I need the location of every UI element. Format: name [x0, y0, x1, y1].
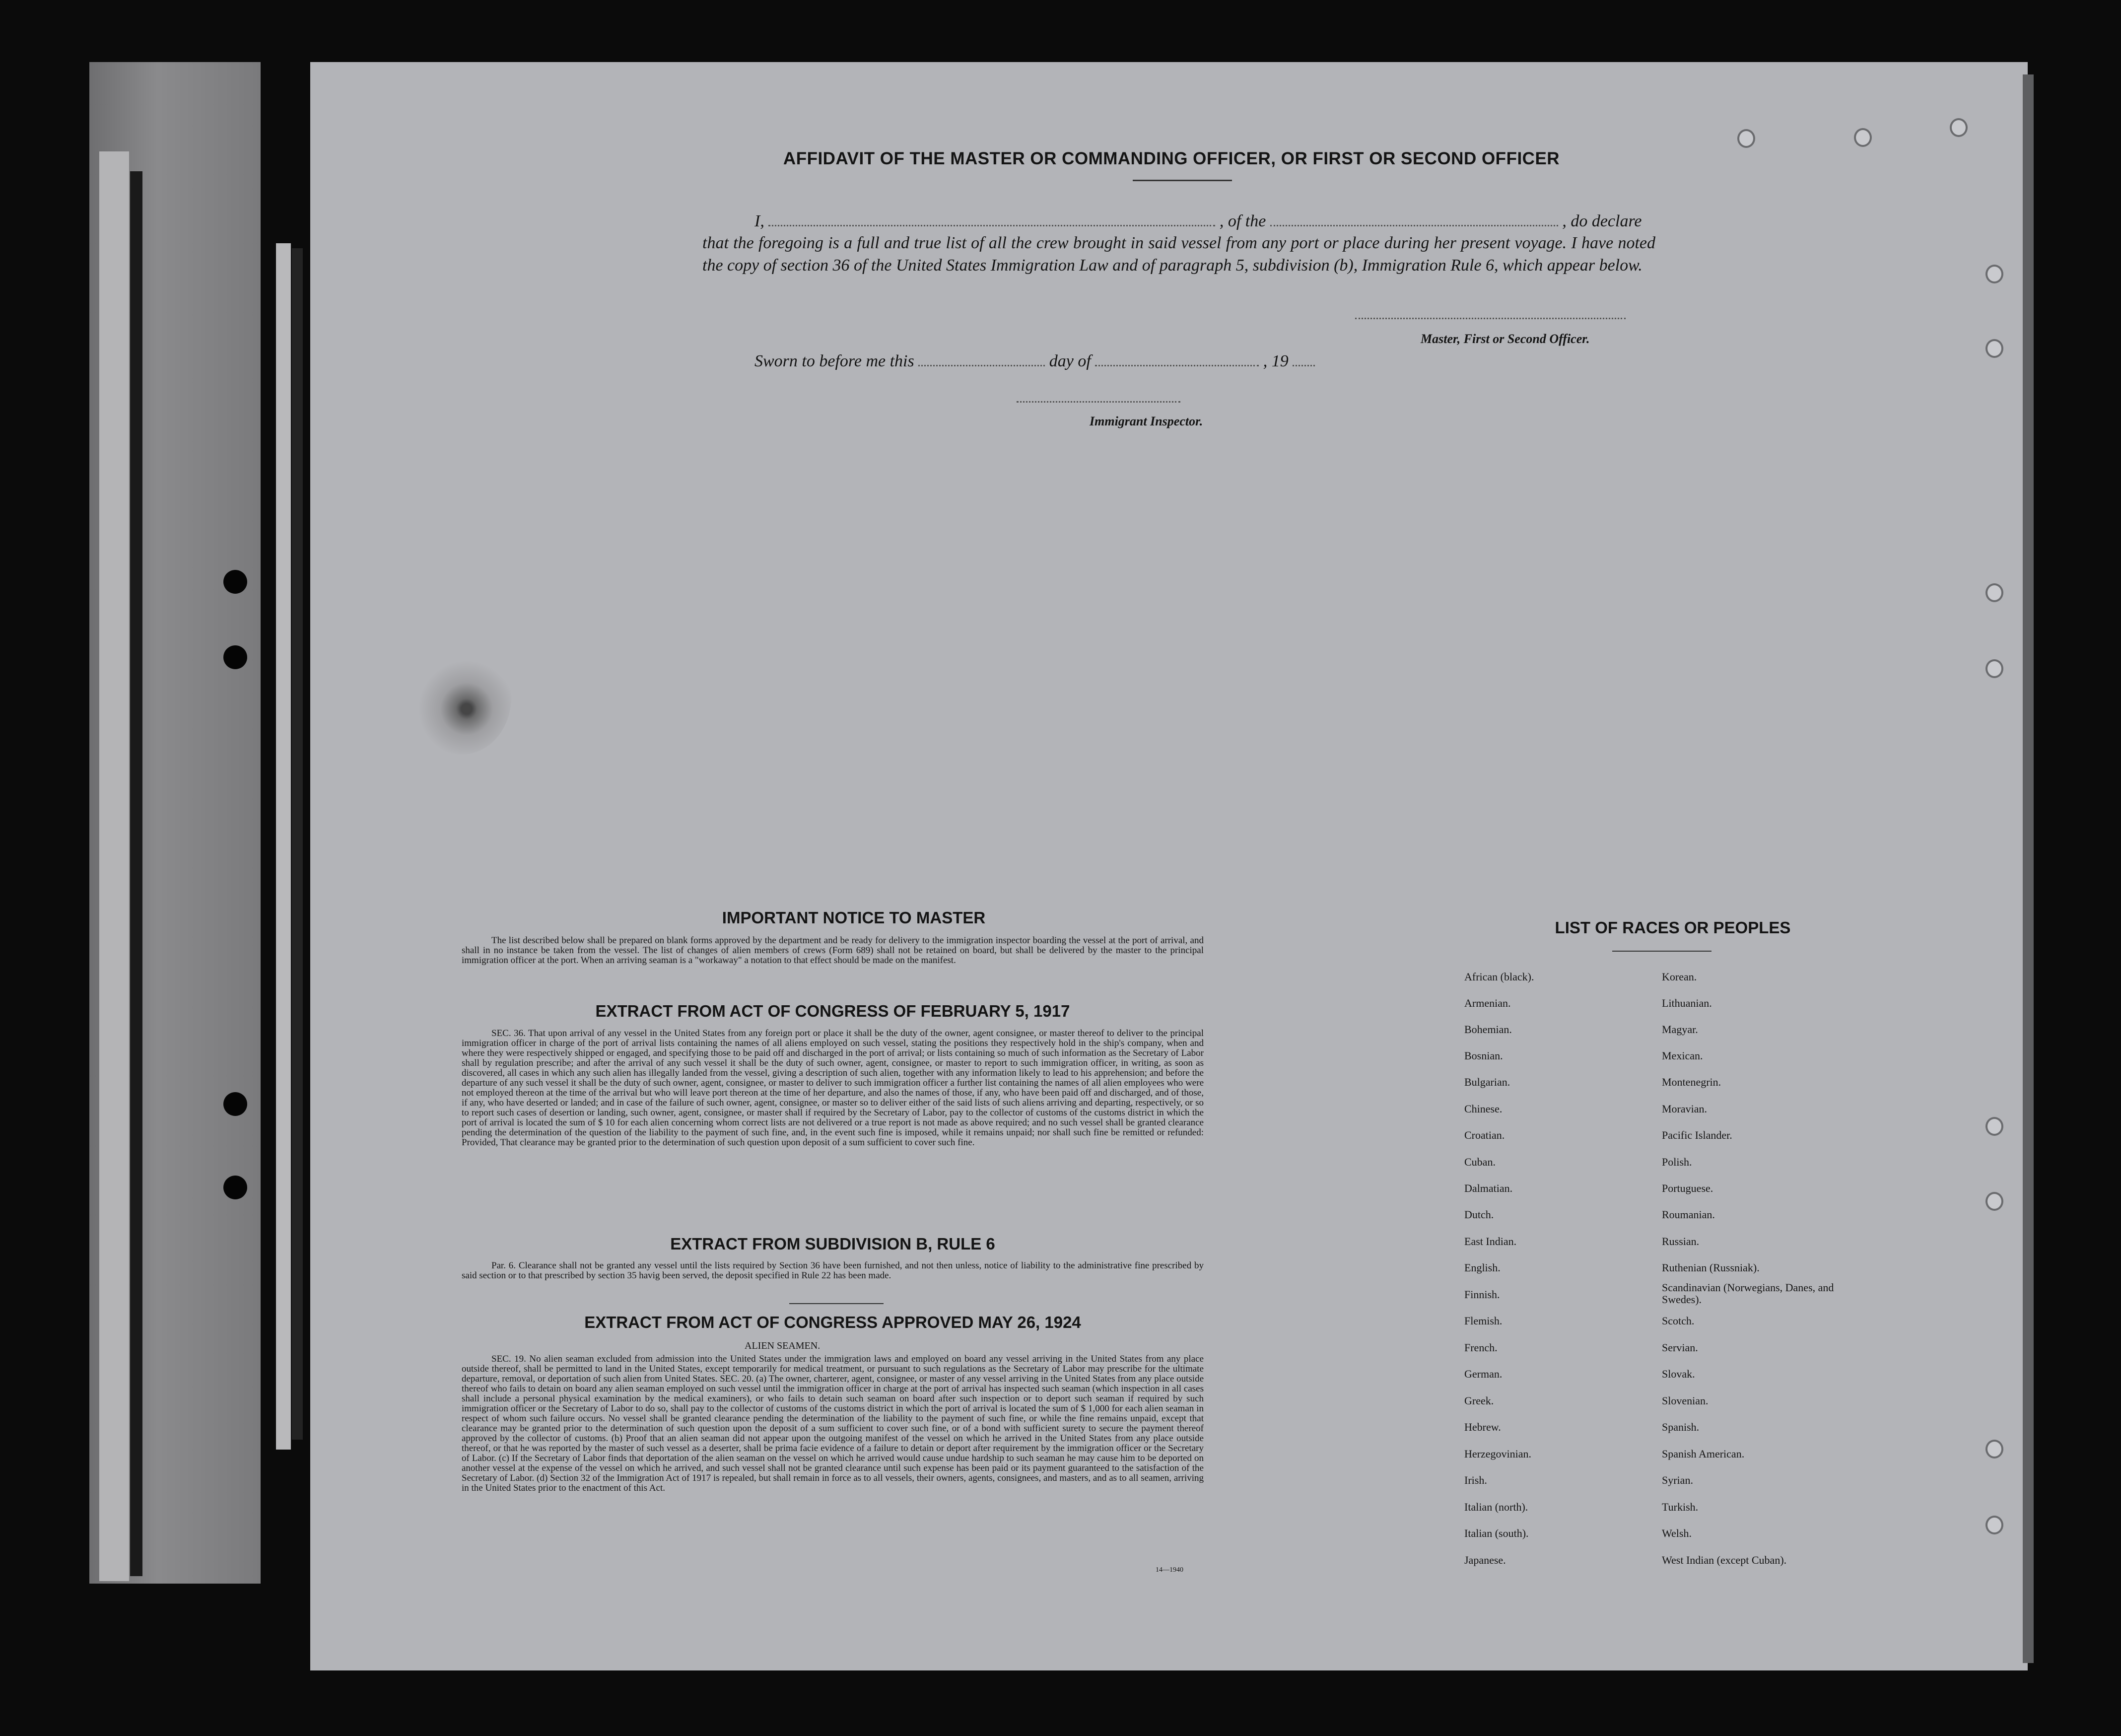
race-item: Bosnian.: [1464, 1049, 1503, 1062]
sworn-year-field[interactable]: [1293, 365, 1315, 366]
binding-gap: [130, 171, 142, 1576]
day-of-label: day of: [1049, 352, 1091, 370]
race-item: Armenian.: [1464, 997, 1511, 1009]
rule6-body: Par. 6. Clearance shall not be granted any vessel until the lists required by Section 36 have been furnished, and not then unless, notice of liability to the administrative fine prescribed by said section or to that prescribed by section 35 havig been served, the deposit specified in Rule 22 has been made.: [462, 1260, 1204, 1281]
binder-hole: [1985, 659, 2003, 678]
declaration-paragraph: that the foregoing is a full and true list of all the crew brought in said vessel from any port or place during her present voyage. I have noted the copy of section 36 of the United States Immigration Law and of paragraph 5, subdivision (b), Immigration Rule 6, which appear below.: [702, 234, 1655, 275]
race-item: Slovak.: [1662, 1368, 1695, 1380]
race-item: Magyar.: [1662, 1023, 1698, 1036]
notice-title: IMPORTANT NOTICE TO MASTER: [722, 908, 986, 927]
race-item: Japanese.: [1464, 1554, 1506, 1566]
binder-hole: [223, 570, 247, 594]
race-item: German.: [1464, 1368, 1503, 1380]
affidavit-title: AFFIDAVIT OF THE MASTER OR COMMANDING OFFICER, OR FIRST OR SECOND OFFICER: [783, 149, 1560, 168]
extract-1917-body: SEC. 36. That upon arrival of any vessel in the United States from any foreign port or place it shall be the duty of the owner, agent consignee, or master thereof to deliver to the principal immigration officer in charge of the port of arrival lists containing the names of all aliens employed on such vessel, stating the positions they respectively hold in the ship's company, when and where they were respectively shipped or engaged, and specifying those to be paid off and discharged in the port of arrival; or lists containing so much of such information as the Secretary of Labor shall by regulation prescribe; and after the arrival of any such vessel it shall be the duty of such owner, agent, consignee, or master to report to such immigration officer, in writing, as soon as discovered, all cases in which any such alien has illegally landed from the vessel, giving a description of such alien, together with any information likely to lead to his apprehension; and before the departure of any such vessel it shall be the duty of such owner, agent, consignee, or master to deliver to such immigration officer a further list containing the names of all alien employees who were not employed thereon at the time of the arrival but who will leave port thereon at the time of her departure, and also the names of those, if any, who have been paid off and discharged, and of those, if any, who have deserted or landed; and in case of the failure of such owner, agent, consignee, or master so to deliver either of the said lists of such aliens arriving and departing, respectively, or so to report such cases of desertion or landing, such owner, agent, consignee, or master shall if required by the Secretary of Labor, pay to the collector of customs of the customs district in which the port of arrival is located the sum of $ 10 for each alien concerning whom correct lists are not delivered or a true report is not made as above required; and no such vessel shall be granted clearance pending the determination of the question of the liability to the payment of such fine, and, in the event such fine is imposed, while it remains unpaid; nor shall such fine be remitted or refunded: Provided, That clearance may be granted prior to the determination of such question upon deposit of a sum sufficient to cover such fine.: [462, 1028, 1204, 1148]
binder-hole: [1985, 1440, 2003, 1458]
binder-hole: [1985, 1117, 2003, 1136]
race-item: Lithuanian.: [1662, 997, 1712, 1009]
race-item: Welsh.: [1662, 1527, 1692, 1539]
sworn-prefix: Sworn to before me this: [754, 352, 914, 370]
race-item: Portuguese.: [1662, 1182, 1713, 1194]
notice-body: The list described below shall be prepared on blank forms approved by the department and be ready for delivery to the immigration inspector boarding the vessel at the port of arrival, and shall in no instance be taken from the vessel. The list of changes of alien members of crews (Form 689) shall not be retained on board, but shall be delivered by the master to the principal immigration officer at the port. When an arriving seaman is a "workaway" a notation to that effect should be made on the manifest.: [462, 935, 1204, 966]
race-item: Russian.: [1662, 1235, 1700, 1248]
race-item: Dutch.: [1464, 1208, 1494, 1221]
race-item: Montenegrin.: [1662, 1076, 1721, 1088]
declarant-prefix: I,: [754, 212, 764, 230]
extract-1924-title: EXTRACT FROM ACT OF CONGRESS APPROVED MAY 26, 1924: [584, 1313, 1081, 1331]
extract-1917-title: EXTRACT FROM ACT OF CONGRESS OF FEBRUARY 5, 1917: [595, 1002, 1070, 1020]
sworn-day-field[interactable]: [918, 365, 1045, 366]
race-item: Mexican.: [1662, 1049, 1703, 1062]
race-item: Cuban.: [1464, 1156, 1496, 1168]
race-item: Bohemian.: [1464, 1023, 1512, 1036]
declarant-name-field[interactable]: [768, 225, 1215, 226]
races-divider: [1612, 951, 1711, 952]
race-item: Spanish American.: [1662, 1448, 1745, 1460]
races-title: LIST OF RACES OR PEOPLES: [1555, 918, 1791, 937]
rule6-title: EXTRACT FROM SUBDIVISION B, RULE 6: [670, 1235, 995, 1253]
ink-stamp: [412, 640, 511, 755]
race-item: Dalmatian.: [1464, 1182, 1513, 1194]
race-item: Chinese.: [1464, 1103, 1503, 1115]
page-edge-strip: [276, 243, 291, 1450]
race-item: Bulgarian.: [1464, 1076, 1510, 1088]
race-item: Moravian.: [1662, 1103, 1708, 1115]
inspector-caption: Immigrant Inspector.: [1090, 414, 1203, 428]
race-item: Spanish.: [1662, 1421, 1700, 1433]
master-caption: Master, First or Second Officer.: [1421, 332, 1590, 346]
race-item: Scandinavian (Norwegians, Danes, and Swedes).: [1662, 1281, 1834, 1306]
adjacent-page-edge: [99, 151, 129, 1581]
race-item: Croatian.: [1464, 1129, 1505, 1141]
race-item: Italian (south).: [1464, 1527, 1529, 1539]
year-label: , 19: [1263, 352, 1289, 370]
inspector-signature-field[interactable]: [1017, 401, 1180, 403]
race-item: Turkish.: [1662, 1501, 1699, 1513]
race-item: West Indian (except Cuban).: [1662, 1554, 1787, 1566]
race-item: English.: [1464, 1261, 1501, 1274]
page-right-edge: [2023, 74, 2034, 1663]
race-item: Slovenian.: [1662, 1394, 1709, 1407]
sworn-line: [754, 350, 1449, 372]
form-number: 14—1940: [1156, 1566, 1183, 1574]
binder-hole: [223, 645, 247, 669]
race-item: Polish.: [1662, 1156, 1692, 1168]
sworn-month-field[interactable]: [1095, 365, 1259, 366]
race-item: African (black).: [1464, 971, 1534, 983]
race-item: Irish.: [1464, 1474, 1487, 1486]
race-item: Italian (north).: [1464, 1501, 1528, 1513]
binder-hole: [1985, 583, 2003, 602]
race-item: Ruthenian (Russniak).: [1662, 1261, 1760, 1274]
of-the-label: , of the: [1219, 212, 1266, 230]
race-item: Flemish.: [1464, 1315, 1503, 1327]
binder-hole: [223, 1176, 247, 1199]
binder-hole: [1854, 128, 1872, 147]
race-item: Herzegovinian.: [1464, 1448, 1531, 1460]
page-shadow: [292, 248, 303, 1440]
race-item: Korean.: [1662, 971, 1697, 983]
binder-hole: [1737, 129, 1755, 148]
race-item: Servian.: [1662, 1341, 1698, 1354]
race-item: French.: [1464, 1341, 1498, 1354]
declaration-line: [754, 210, 1655, 232]
vessel-name-field[interactable]: [1270, 225, 1558, 226]
race-item: Greek.: [1464, 1394, 1494, 1407]
master-signature-field[interactable]: [1355, 318, 1626, 319]
extract-1924-body: SEC. 19. No alien seaman excluded from admission into the United States under the immigration laws and employed on board any vessel arriving in the United States from any place outside thereof, shall be permitted to land in the United States, except temporarily for medical treatment, or pursuant to such regulations as the Secretary of Labor may prescribe for the ultimate departure, removal, or deportation of such alien from United States. SEC. 20. (a) The owner, charterer, agent, consignee, or master of any vessel arriving in the United States from any place outside thereof who fails to detain on board any alien seaman employed on such vessel until the immigration officer in charge at the port of arrival has inspected such seaman (which inspection in all cases shall include a personal physical examination by the medical examiners), or who fails to detain such seaman on board after such inspection or to deport such seaman if required by such immigration officer or the Secretary of Labor to do so, shall pay to the collector of customs of the customs district in which the port of arrival is located the sum of $ 1,000 for each alien seaman in respect of whom such failure occurs. No vessel shall be granted clearance pending the determination of the liability to the payment of such fine, or while the fine remains unpaid, except that clearance may be granted prior to the determination of such question upon the deposit of a sum sufficient to cover such fine, or of a bond with sufficient surety to secure the payment thereof approved by the collector of customs. (b) Proof that an alien seaman did not appear upon the outgoing manifest of the vessel on which he arrived in the United States from any place outside thereof, or that he was reported by the master of such vessel as a deserter, shall be prima facie evidence of a failure to detain or deport after requirement by the immigration officer or the Secretary of Labor. (c) If the Secretary of Labor finds that deportation of the alien seaman on the vessel on which he arrived would cause undue hardship to such seaman he may cause him to be deported on another vessel at the expense of the vessel on which he arrived, and such vessel shall not be granted clearance until such expense has been paid or its payment guaranteed to the satisfaction of the Secretary of Labor. (d) Section 32 of the Immigration Act of 1917 is repealed, but shall remain in force as to all vessels, their owners, agents, consignees, and masters, and as to all seamen, arriving in the United States prior to the enactment of this Act.: [462, 1354, 1204, 1493]
race-item: Scotch.: [1662, 1315, 1695, 1327]
do-declare-label: , do declare: [1562, 212, 1642, 230]
race-item: Finnish.: [1464, 1288, 1500, 1301]
section-divider: [789, 1303, 884, 1304]
title-divider: [1133, 180, 1232, 181]
binder-hole: [1985, 1516, 2003, 1534]
binder-hole: [223, 1092, 247, 1116]
race-item: Hebrew.: [1464, 1421, 1501, 1433]
race-item: Pacific Islander.: [1662, 1129, 1732, 1141]
binder-hole: [1985, 1192, 2003, 1211]
race-item: Roumanian.: [1662, 1208, 1715, 1221]
binder-hole: [1950, 118, 1968, 137]
race-item: Syrian.: [1662, 1474, 1693, 1486]
binder-hole: [1985, 265, 2003, 283]
alien-seamen-subtitle: ALIEN SEAMEN.: [745, 1340, 821, 1351]
binder-hole: [1985, 339, 2003, 358]
race-item: East Indian.: [1464, 1235, 1517, 1248]
